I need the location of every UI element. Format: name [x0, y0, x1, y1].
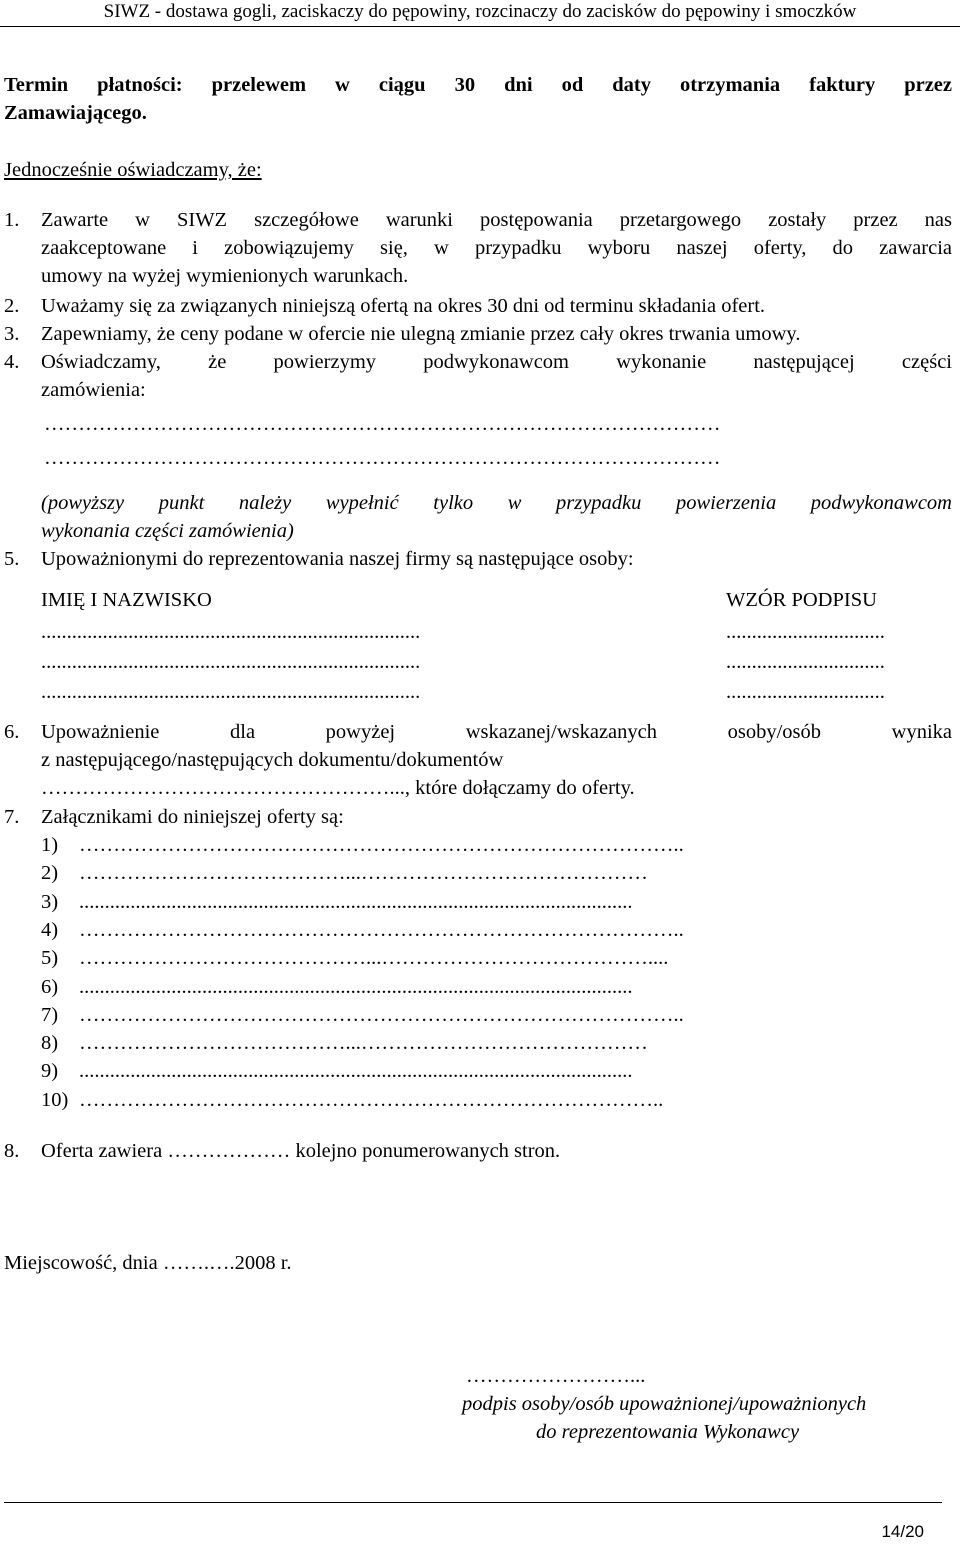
name-fill-line: .......................................................................... — [41, 621, 421, 643]
declaration-heading: Jednocześnie oświadczamy, że: — [4, 159, 262, 181]
attachment-number: 10) — [41, 1088, 69, 1111]
item-6-text-line-1: Upoważnienie dla powyżej wskazanej/wskazanych osoby/osób wynika — [41, 721, 952, 743]
name-fill-line: .......................................................................... — [41, 651, 421, 673]
attachment-fill-line: …………………………………...…………………………………… — [79, 1032, 648, 1055]
item-6-text-line-2: z następującego/następujących dokumentu/dokumentów — [41, 749, 504, 771]
item-5-text: Upoważnionymi do reprezentowania naszej firmy są następujące osoby: — [41, 548, 634, 570]
signature-fill-line: ............................... — [726, 621, 885, 643]
item-2-text: Uważamy się za związanych niniejszą ofertą na okres 30 dni od terminu składania ofert. — [41, 295, 766, 317]
name-fill-line: .......................................................................... — [41, 681, 421, 703]
item-4-fill-line-2: ……………………………………………………………………………………… — [44, 447, 721, 469]
item-6-number: 6. — [4, 721, 20, 743]
item-1-text-line-2: zaakceptowane i zobowiązujemy się, w przypadku wyboru naszej oferty, do zawarcia — [41, 237, 952, 259]
item-7-text: Załącznikami do niniejszej oferty są: — [41, 806, 344, 828]
attachment-number: 5) — [41, 947, 59, 970]
signature-fill-line: ............................... — [726, 651, 885, 673]
signature-caption-line-1: podpis osoby/osób upoważnionej/upoważnionych — [462, 1393, 867, 1415]
item-4-number: 4. — [4, 351, 20, 373]
footer-divider — [4, 1502, 942, 1503]
item-7-number: 7. — [4, 806, 20, 828]
attachment-fill-line: …………………………………………………………………………….. — [79, 918, 684, 941]
column-header-name: IMIĘ I NAZWISKO — [41, 589, 212, 611]
item-4-text-line-2: zamówienia: — [41, 379, 146, 401]
column-header-signature: WZÓR PODPISU — [726, 589, 877, 611]
item-1-number: 1. — [4, 209, 20, 231]
item-3-text: Zapewniamy, że ceny podane w ofercie nie ulegną zmianie przez cały okres trwania umowy. — [41, 323, 801, 345]
page-header: SIWZ - dostawa gogli, zaciskaczy do pępowiny, rozcinaczy do zacisków do pępowiny i smoczków — [0, 0, 960, 27]
attachment-number: 8) — [41, 1032, 59, 1055]
place-and-date: Miejscowość, dnia …….….2008 r. — [4, 1252, 292, 1274]
item-8-number: 8. — [4, 1140, 20, 1162]
attachment-number: 4) — [41, 918, 59, 941]
attachment-number: 3) — [41, 890, 59, 913]
signature-fill-line: ……………………... — [466, 1365, 646, 1387]
attachment-fill-line: ............................................................................................................ — [79, 1060, 633, 1083]
attachment-number: 1) — [41, 834, 59, 856]
attachment-number: 7) — [41, 1003, 59, 1026]
item-3-number: 3. — [4, 323, 20, 345]
signature-fill-line: ............................... — [726, 681, 885, 703]
attachment-fill-line: ………………………………………………………………………….. — [79, 1088, 664, 1111]
attachment-fill-line: …………………………………...…………………………………… — [79, 862, 648, 885]
item-4-note-line-2: wykonania części zamówienia) — [41, 520, 294, 542]
attachment-fill-line: …………………………………………………………………………….. — [79, 834, 684, 856]
attachment-fill-line: ............................................................................................................ — [79, 890, 633, 913]
item-4-fill-line-1: ……………………………………………………………………………………… — [44, 413, 721, 435]
item-4-note-line-1: (powyższy punkt należy wypełnić tylko w przypadku powierzenia podwykonawcom — [41, 492, 952, 514]
item-1-text-line-3: umowy na wyżej wymienionych warunkach. — [41, 265, 409, 287]
attachment-fill-line: …………………………………………………………………………….. — [79, 1003, 684, 1026]
attachment-number: 2) — [41, 862, 59, 885]
item-2-number: 2. — [4, 295, 20, 317]
page-number: 14/20 — [881, 1522, 924, 1541]
signature-caption-line-2: do reprezentowania Wykonawcy — [536, 1421, 800, 1443]
attachment-fill-line: ............................................................................................................ — [79, 975, 633, 998]
item-4-text-line-1: Oświadczamy, że powierzymy podwykonawcom wykonanie następującej części — [41, 351, 952, 373]
item-6-fill-line: ……………………………………………..., które dołączamy do oferty. — [41, 777, 635, 799]
attachment-number: 6) — [41, 975, 59, 998]
attachment-number: 9) — [41, 1060, 59, 1083]
item-8-text: Oferta zawiera ……………… kolejno ponumerowanych stron. — [41, 1140, 561, 1162]
payment-terms-line-1: Termin płatności: przelewem w ciągu 30 dni od daty otrzymania faktury przez — [4, 74, 952, 96]
item-5-number: 5. — [4, 548, 20, 570]
item-1-text-line-1: Zawarte w SIWZ szczegółowe warunki postępowania przetargowego zostały przez nas — [41, 209, 952, 231]
attachment-fill-line: ……………………………………...………………………………….... — [79, 947, 669, 970]
payment-terms-line-2: Zamawiającego. — [4, 102, 147, 124]
